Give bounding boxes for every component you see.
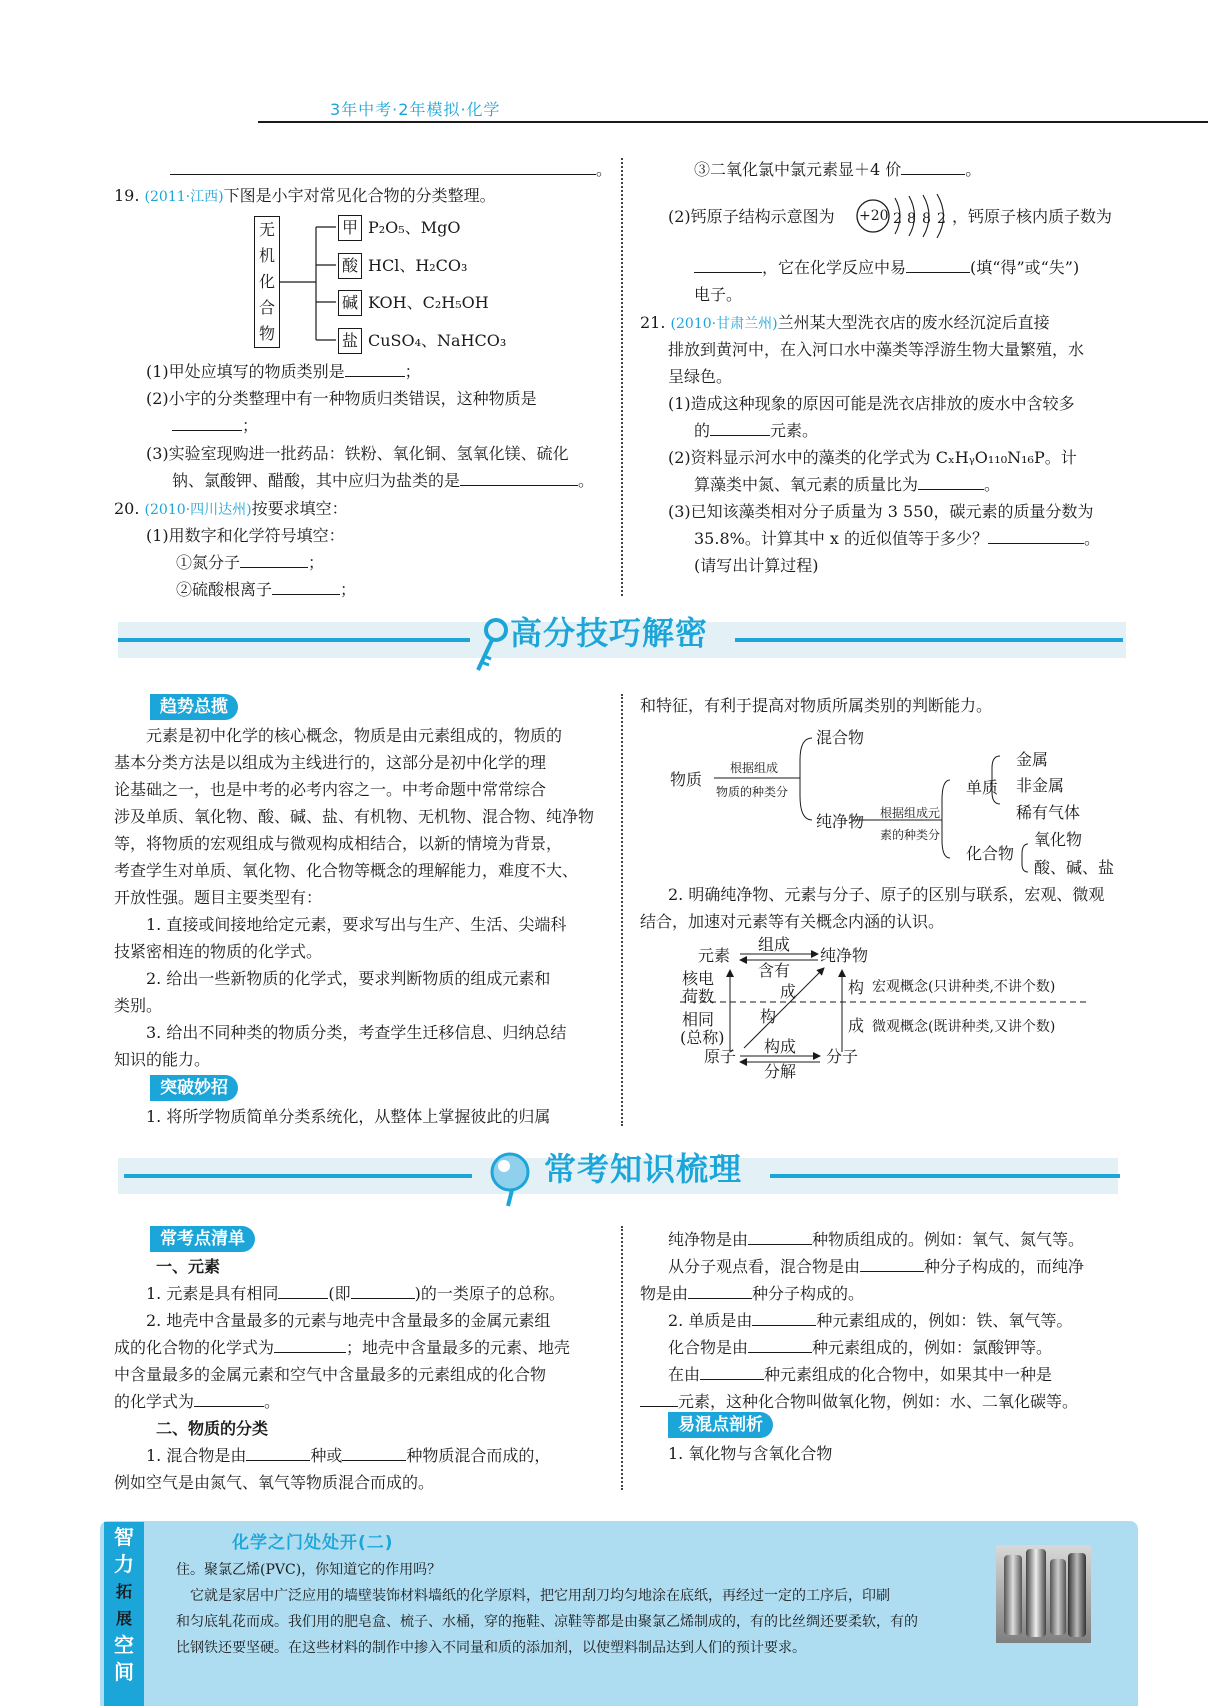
banner2-left-bar xyxy=(124,1174,472,1178)
extension-title: 化学之门处处开(二) xyxy=(232,1533,394,1553)
banner-title-tips: 高分技巧解密 xyxy=(510,614,709,652)
trend-line: 考查学生对单质、氧化物、化合物等概念的理解能力，难度不大、 xyxy=(114,861,579,880)
checklist-p2d: 中含量最多的金属元素和空气中含量最多的元素组成的化合物 xyxy=(114,1365,547,1384)
shell-2: 8 xyxy=(907,211,916,227)
magnifier-icon xyxy=(482,1148,542,1210)
q19-sub2-answer: ； xyxy=(172,412,258,439)
tree-edge1-top: 根据组成 xyxy=(730,761,779,775)
right-bottom-r5: 化合物是由 种元素组成的，例如：氯酸钾等。 xyxy=(668,1334,1052,1361)
q20-stem: 20. (2010·四川达州)按要求填空： xyxy=(114,499,348,518)
concept-fenjie: 分解 xyxy=(764,1062,797,1081)
tree-noble-gas: 稀有气体 xyxy=(1016,803,1081,822)
q20-sub2-b: ，钙原子核内质子数为 xyxy=(952,207,1113,226)
tree-pure: 纯净物 xyxy=(816,812,865,831)
concept-cheng: 成 xyxy=(848,1016,865,1035)
q20-item3: ③二氧化氯中氯元素显＋4 价 。 xyxy=(694,156,981,183)
shell-1: 2 xyxy=(893,211,902,227)
point2-line1: 2. 明确纯净物、元素与分子、原子的区别与联系，宏观、微观 xyxy=(668,885,1105,904)
q20-sub2-e: 电子。 xyxy=(694,285,743,304)
q21-stem2: 排放到黄河中，在入河口水中藻类等浮游生物大量繁殖，水 xyxy=(668,340,1085,359)
concept-atom: 原子 xyxy=(704,1047,737,1066)
column-divider xyxy=(621,158,623,596)
tree-acid-base-salt: 酸、碱、盐 xyxy=(1034,858,1115,877)
trend-line: 2. 给出一些新物质的化学式，要求判断物质的组成元素和 xyxy=(146,969,551,988)
concept-goucheng: 构成 xyxy=(764,1037,797,1056)
trend-line: 开放性强。题目主要类型有： xyxy=(114,888,323,907)
q21-sub1: (1)造成这种现象的原因可能是洗衣店排放的废水中含较多 xyxy=(668,394,1075,413)
shell-4: 2 xyxy=(937,211,946,227)
banner-title-knowledge: 常考知识梳理 xyxy=(544,1150,743,1188)
q19-row-3: 碱 KOH、C₂H₅OH xyxy=(338,289,489,316)
tag-checklist: 常考点清单 xyxy=(150,1226,255,1252)
q20-sub1: (1)用数字和化学符号填空： xyxy=(146,526,345,545)
column-divider-bottom xyxy=(621,1226,623,1490)
extension-line2: 它就是家居中广泛应用的墙壁装饰材料墙纸的化学原料，把它用刮刀均匀地涂在底纸，再经过一定的工序后，印刷 xyxy=(190,1588,890,1604)
category-box-inorganic: 无 机 化 合 物 xyxy=(254,216,280,348)
extension-line4: 比钢铁还要坚硬。在这些材料的制作中掺入不同量和质的添加剂，以使塑料制品达到人们的预计要求。 xyxy=(176,1640,806,1656)
extension-side-label: 智 力 拓 展 空 间 xyxy=(114,1525,134,1684)
q21-sub3-b: 35.8%。计算其中 x 的近似值等于多少？ 。 xyxy=(694,525,1100,552)
trend-line: 3. 给出不同种类的物质分类，考查学生迁移信息、归纳总结 xyxy=(146,1023,567,1042)
tree-root: 物质 xyxy=(670,770,703,789)
q19-sub2: (2)小宇的分类整理中有一种物质归类错误，这种物质是 xyxy=(146,389,537,408)
right-bottom-r2: 从分子观点看，混合物是由 种分子构成的，而纯净 xyxy=(668,1253,1084,1280)
right-bottom-r6: 在由 种元素组成的化合物中，如果其中一种是 xyxy=(668,1361,1052,1388)
trend-line: 类别。 xyxy=(114,996,163,1015)
section-heading-element: 一、元素 xyxy=(156,1257,221,1276)
nucleus-charge: +20 xyxy=(859,208,889,224)
q21-sub1-b: 的 元素。 xyxy=(694,417,818,444)
q21-stem3: 呈绿色。 xyxy=(668,367,733,386)
concept-macro: 宏观概念(只讲种类,不讲个数) xyxy=(872,979,1056,995)
concept-element: 元素 xyxy=(698,946,731,965)
banner-left-bar xyxy=(118,638,470,642)
checklist-p3: 1. 混合物是由 种或 种物质混合而成的， xyxy=(146,1442,550,1469)
key-icon xyxy=(468,616,510,674)
tag-trend: 趋势总揽 xyxy=(150,694,238,720)
q20-sub2: (2)钙原子结构示意图为 xyxy=(668,207,835,226)
tree-metal: 金属 xyxy=(1016,750,1049,769)
concept-molecule: 分子 xyxy=(826,1047,859,1066)
checklist-p2e: 的化学式为 。 xyxy=(114,1388,280,1415)
trend-line: 元素是初中化学的核心概念，物质是由元素组成的，物质的 xyxy=(146,726,563,745)
concept-gou: 构 xyxy=(848,978,865,997)
trend-line: 1. 直接或间接地给定元素，要求写出与生产、生活、尖端科 xyxy=(146,915,567,934)
answer-line-top: 。 xyxy=(170,156,612,183)
tree-compound: 化合物 xyxy=(966,844,1015,863)
concept-micro: 微观概念(既讲种类,又讲个数) xyxy=(872,1019,1056,1035)
extension-line3: 和匀底轧花而成。我们用的肥皂盒、梳子、水桶，穿的拖鞋、凉鞋等都是由聚氯乙烯制成的，有的比丝绸还要柔软，有的 xyxy=(176,1614,918,1630)
checklist-p1: 1. 元素是具有相同 (即 )的一类原子的总称。 xyxy=(146,1280,565,1307)
tree-edge1-bottom: 物质的种类分 xyxy=(716,785,789,799)
concept-diag-cheng: 成 xyxy=(780,982,797,1001)
trend-line: 涉及单质、氧化物、酸、碱、盐、有机物、无机物、混合物、纯净物 xyxy=(114,807,595,826)
q19-sub1: (1)甲处应填写的物质类别是 ； xyxy=(146,358,421,385)
tree-elemental: 单质 xyxy=(966,778,999,797)
classification-bracket xyxy=(280,210,342,360)
trend-line: 知识的能力。 xyxy=(114,1050,211,1069)
right-bottom-r4: 2. 单质是由 种元素组成的，例如：铁、氧气等。 xyxy=(668,1307,1072,1334)
extension-line1: 住。聚氯乙烯(PVC)，你知道它的作用吗？ xyxy=(176,1562,442,1578)
q19-stem: 19. (2011·江西)下图是小宇对常见化合物的分类整理。 xyxy=(114,186,496,205)
concept-heshu-1: 核电 xyxy=(682,969,715,988)
q19-sub3a: (3)实验室现购进一批药品：铁粉、氧化铜、氢氧化镁、硫化 xyxy=(146,444,569,463)
concept-relationship-diagram xyxy=(680,940,1100,1075)
tree-nonmetal: 非金属 xyxy=(1016,776,1065,795)
trend-line: 技紧密相连的物质的化学式。 xyxy=(114,942,323,961)
q21-sub3-d: (请写出计算过程) xyxy=(694,556,819,575)
checklist-p2b: 成的化合物的化学式为 ；地壳中含量最多的元素、地壳 xyxy=(114,1334,570,1361)
q21-sub2-b: 算藻类中氮、氧元素的质量比为 。 xyxy=(694,471,1000,498)
concept-same-1: 相同 xyxy=(682,1010,715,1029)
breakthrough-line1: 1. 将所学物质简单分类系统化，从整体上掌握彼此的归属 xyxy=(146,1107,551,1126)
right-bottom-r1: 纯净物是由 种物质组成的。例如：氧气、氮气等。 xyxy=(668,1226,1084,1253)
concept-hanyou: 含有 xyxy=(758,961,791,980)
q19-row-4: 盐 CuSO₄、NaHCO₃ xyxy=(338,327,506,354)
shell-3: 8 xyxy=(922,211,931,227)
concept-same-2: (总称) xyxy=(680,1028,725,1047)
tree-edge2-top: 根据组成元 xyxy=(880,806,941,820)
q19-source: (2011·江西) xyxy=(144,189,224,205)
page-header-title: 3年中考·2年模拟·化学 xyxy=(330,100,501,119)
tree-mixture: 混合物 xyxy=(816,728,865,747)
tree-edge2-bottom: 素的种类分 xyxy=(880,828,941,842)
q20-source: (2010·四川达州) xyxy=(144,502,252,518)
pvc-rolls-image xyxy=(996,1545,1091,1643)
concept-pure: 纯净物 xyxy=(820,946,869,965)
section-heading-classification: 二、物质的分类 xyxy=(156,1419,269,1438)
q19-row-1: 甲 P₂O₅、MgO xyxy=(338,214,460,241)
concept-diag-gou: 构 xyxy=(760,1007,777,1026)
tag-confusion-points: 易混点剖析 xyxy=(668,1412,773,1438)
q19-row-2: 酸 HCl、H₂CO₃ xyxy=(338,252,467,279)
concept-heshu-2: 荷数 xyxy=(682,987,715,1006)
q19-sub3b: 钠、氯酸钾、醋酸，其中应归为盐类的是 。 xyxy=(172,467,594,494)
q21-sub3: (3)已知该藻类相对分子质量为 3 550，碳元素的质量分数为 xyxy=(668,502,1094,521)
q20-sub2-c: ，它在化学反应中易 (填“得”或“失”) xyxy=(694,254,1079,281)
trend-line: 论基础之一，也是中考的必考内容之一。中考命题中常常综合 xyxy=(114,780,547,799)
right-bottom-r3: 物是由 种分子构成的。 xyxy=(640,1280,864,1307)
breakthrough-line2: 和特征，有利于提高对物质所属类别的判断能力。 xyxy=(640,696,993,715)
right-bottom-r8: 1. 氧化物与含氧化合物 xyxy=(668,1444,833,1463)
banner-right-bar xyxy=(735,638,1123,642)
tag-breakthrough: 突破妙招 xyxy=(150,1075,238,1101)
q21-source: (2010·甘肃兰州) xyxy=(670,316,778,332)
q20-item1: ①氮分子 ； xyxy=(176,549,324,576)
checklist-p2a: 2. 地壳中含量最多的元素与地壳中含量最多的金属元素组 xyxy=(146,1311,551,1330)
q21-stem: 21. (2010·甘肃兰州)兰州某大型洗衣店的废水经沉淀后直接 xyxy=(640,313,1050,332)
right-bottom-r7: 元素，这种化合物叫做氧化物，例如：水、二氧化碳等。 xyxy=(640,1388,1078,1415)
q20-item2: ②硫酸根离子 ； xyxy=(176,576,356,603)
checklist-p3d: 例如空气是由氮气、氧气等物质混合而成的。 xyxy=(114,1473,435,1492)
trend-line: 等，将物质的宏观组成与微观构成相结合，以新的情境为背景， xyxy=(114,834,563,853)
concept-zucheng: 组成 xyxy=(758,935,791,954)
banner2-right-bar xyxy=(770,1174,1120,1178)
q21-sub2: (2)资料显示河水中的藻类的化学式为 CₓHᵧO₁₁₀N₁₆P。计 xyxy=(668,448,1077,467)
header-rule xyxy=(258,121,1208,123)
column-divider-middle xyxy=(621,694,623,1126)
trend-line: 基本分类方法是以组成为主线进行的，这部分是初中化学的理 xyxy=(114,753,547,772)
point2-line2: 结合，加速对元素等有关概念内涵的认识。 xyxy=(640,912,945,931)
tree-oxide: 氧化物 xyxy=(1034,830,1083,849)
